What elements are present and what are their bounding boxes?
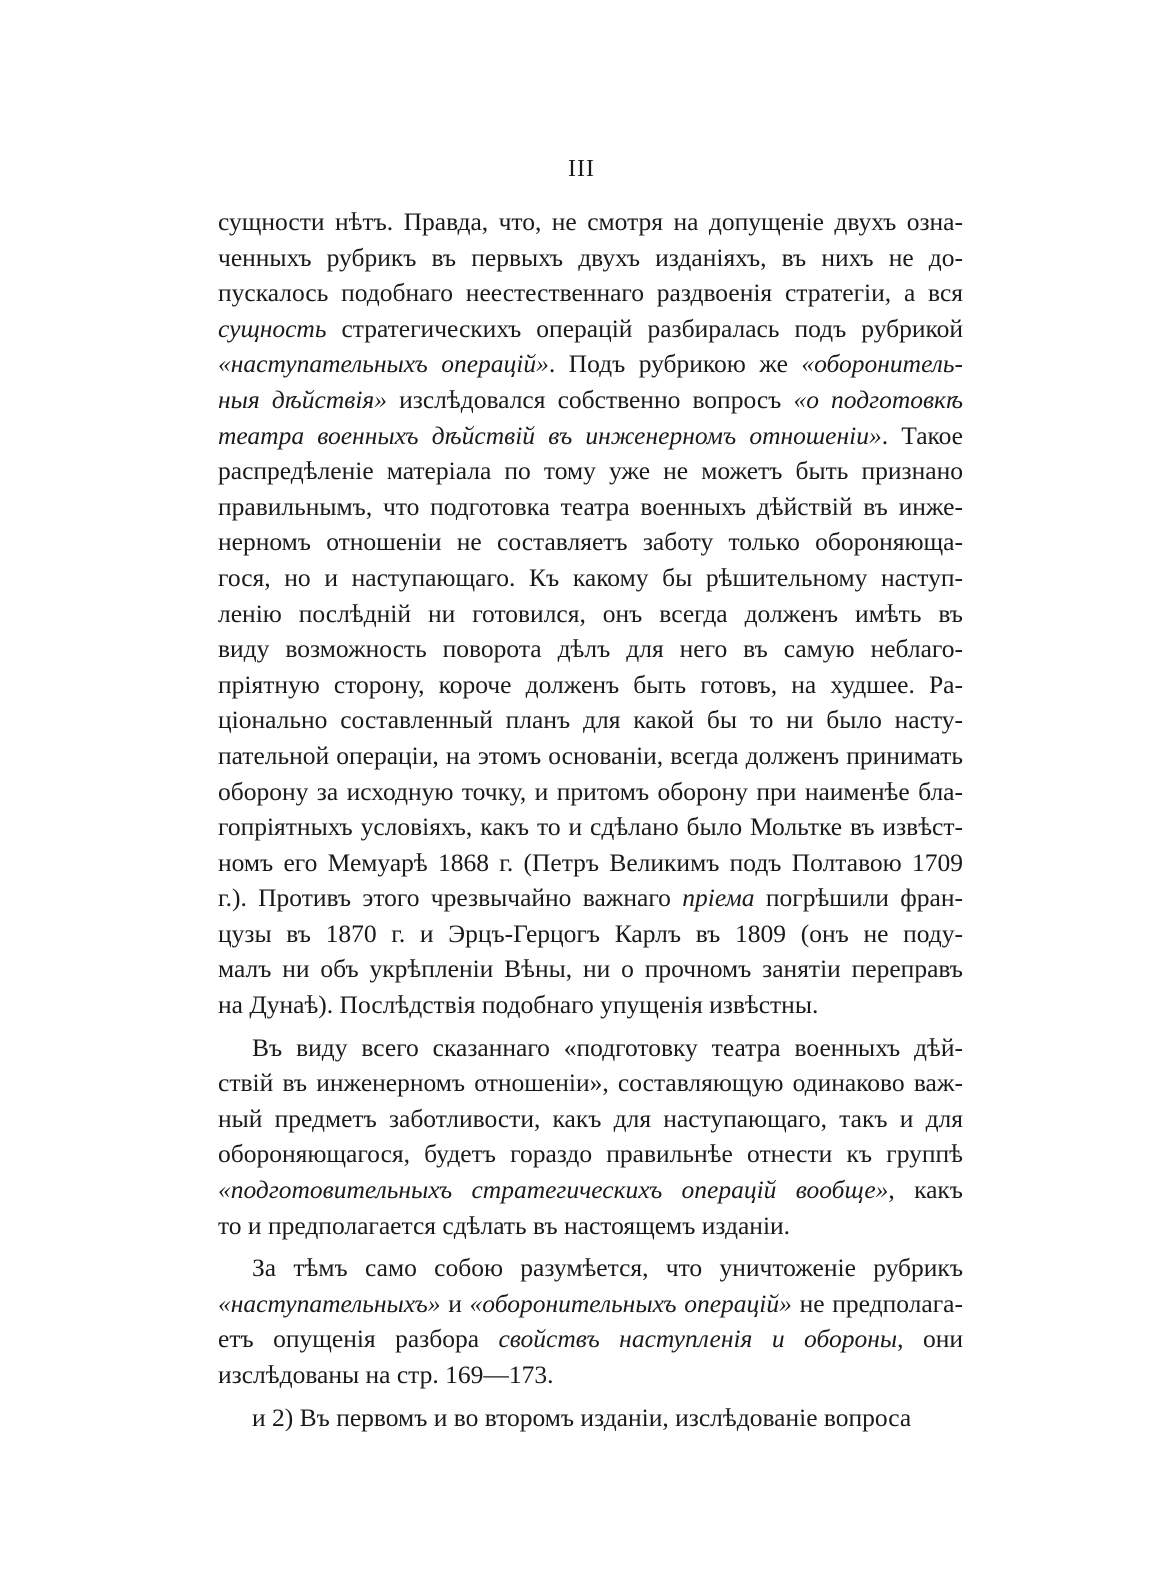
paragraph	[218, 1400, 963, 1436]
italic-text: «подготовительныхъ стратегическихъ операцій вообще»	[218, 1175, 889, 1205]
italic-text: ныя дѣйствія»	[218, 384, 388, 414]
text-line	[218, 1250, 963, 1286]
text-segment: обороняющагося, будетъ гораздо правильнѣе отнести къ группѣ	[218, 1139, 963, 1169]
text-line	[218, 1400, 963, 1436]
body-text	[218, 204, 963, 1435]
text-segment: и 2) Въ первомъ и во второмъ изданіи, изслѣдованіе вопроса	[252, 1402, 912, 1432]
text-line	[218, 1286, 963, 1322]
text-line	[218, 1065, 963, 1101]
text-line	[218, 880, 963, 916]
text-line	[218, 560, 963, 596]
text-segment: на Дунаѣ). Послѣдствія подобнаго упущенія извѣстны.	[218, 990, 819, 1020]
text-line	[218, 631, 963, 667]
italic-text: «о подготовкѣ	[793, 384, 963, 414]
text-line	[218, 987, 963, 1023]
text-line	[218, 951, 963, 987]
text-line	[218, 1030, 963, 1066]
text-line	[218, 1136, 963, 1172]
text-line	[218, 204, 963, 240]
text-line	[218, 1208, 963, 1244]
text-segment: ный предметъ заботливости, какъ для наступающаго, такъ и для	[218, 1103, 963, 1133]
text-segment: погрѣшили фран-	[754, 883, 963, 913]
text-line	[218, 1101, 963, 1137]
text-segment: нерномъ отношеніи не составляетъ заботу только обороняюща-	[218, 527, 963, 557]
text-segment: гопріятныхъ условіяхъ, какъ то и сдѣлано было Мольтке въ извѣст-	[218, 812, 963, 842]
text-line	[218, 702, 963, 738]
text-segment: г.). Противъ этого чрезвычайно важнаго	[218, 883, 683, 913]
text-line	[218, 1172, 963, 1208]
text-segment: Въ виду всего сказаннаго «подготовку театра военныхъ дѣй-	[252, 1032, 963, 1062]
text-line	[218, 382, 963, 418]
text-segment: пательной операціи, на этомъ основаніи, всегда долженъ принимать	[218, 740, 963, 770]
paragraph	[218, 1250, 963, 1392]
italic-text: «оборонитель-	[801, 349, 963, 379]
text-line	[218, 1357, 963, 1393]
text-segment: оборону за исходную точку, и притомъ оборону при наименѣе бла-	[218, 776, 963, 806]
text-segment: изслѣдованы на стр. 169—173.	[218, 1360, 554, 1389]
text-segment: цузы въ 1870 г. и Эрцъ-Герцогъ Карлъ въ 1809 (онъ не поду-	[218, 918, 963, 948]
text-segment: сущности нѣтъ. Правда, что, не смотря на допущеніе двухъ озна-	[218, 207, 963, 236]
text-segment: стратегическихъ операцій разбиралась подъ рубрикой	[326, 313, 963, 343]
text-line	[218, 1321, 963, 1357]
text-line	[218, 809, 963, 845]
italic-text: свойствъ наступленія и обороны	[498, 1324, 898, 1354]
text-segment: За тѣмъ само собою разумѣется, что уничтоженіе рубрикъ	[252, 1253, 963, 1283]
paragraph	[218, 204, 963, 1023]
text-line	[218, 596, 963, 632]
text-line	[218, 524, 963, 560]
text-segment: виду возможность поворота дѣлъ для него въ самую неблаго-	[218, 634, 963, 664]
text-segment: ствій въ инженерномъ отношеніи», составляющую одинаково важ-	[218, 1068, 963, 1098]
text-line	[218, 311, 963, 347]
text-segment: ціонально составленный планъ для какой бы то ни было насту-	[218, 705, 963, 735]
text-segment: изслѣдовался собственно вопросъ	[387, 384, 794, 414]
italic-text: «оборонительныхъ операцій»	[469, 1288, 792, 1318]
italic-text: сущность	[218, 313, 327, 343]
text-segment: правильнымъ, что подготовка театра военныхъ дѣйствій въ инже-	[218, 491, 963, 521]
text-line	[218, 240, 963, 276]
text-segment: ченныхъ рубрикъ въ первыхъ двухъ изданіяхъ, въ нихъ не до-	[218, 242, 963, 272]
text-segment: пускалось подобнаго неестественнаго раздвоенія стратегіи, а вся	[218, 278, 963, 308]
text-segment: номъ его Мемуарѣ 1868 г. (Петръ Великимъ подъ Полтавою 1709	[218, 847, 963, 877]
text-segment: не предполага-	[791, 1288, 963, 1318]
text-segment: малъ ни объ укрѣпленіи Вѣны, ни о прочномъ занятіи переправъ	[218, 954, 963, 984]
text-line	[218, 453, 963, 489]
text-segment: то и предполагается сдѣлать въ настоящемъ изданіи.	[218, 1210, 791, 1240]
italic-text: «наступательныхъ»	[218, 1288, 441, 1318]
text-segment: . Такое	[881, 420, 964, 450]
italic-text: «наступательныхъ операцій»	[218, 349, 549, 379]
italic-text: пріема	[682, 883, 755, 913]
text-line	[218, 845, 963, 881]
text-line	[218, 418, 963, 454]
text-segment: , какъ	[888, 1175, 963, 1205]
text-segment: ленію послѣдній ни готовился, онъ всегда долженъ имѣть въ	[218, 598, 963, 628]
text-line	[218, 489, 963, 525]
text-segment: гося, но и наступающаго. Къ какому бы рѣшительному наступ-	[218, 562, 963, 592]
text-segment: и	[440, 1288, 470, 1318]
text-line	[218, 667, 963, 703]
text-segment: етъ опущенія разбора	[218, 1324, 499, 1354]
text-line	[218, 738, 963, 774]
text-line	[218, 774, 963, 810]
text-segment: . Подъ рубрикою же	[548, 349, 802, 379]
page-number: III	[568, 156, 595, 182]
text-line	[218, 916, 963, 952]
text-segment: пріятную сторону, короче долженъ быть готовъ, на худшее. Ра-	[218, 669, 963, 699]
text-segment: распредѣленіе матеріала по тому уже не можетъ быть признано	[218, 456, 963, 486]
paragraph	[218, 1030, 963, 1244]
text-segment: , они	[897, 1324, 963, 1354]
text-line	[218, 275, 963, 311]
italic-text: театра военныхъ дѣйствій въ инженерномъ отношеніи»	[218, 420, 882, 450]
text-line	[218, 346, 963, 382]
